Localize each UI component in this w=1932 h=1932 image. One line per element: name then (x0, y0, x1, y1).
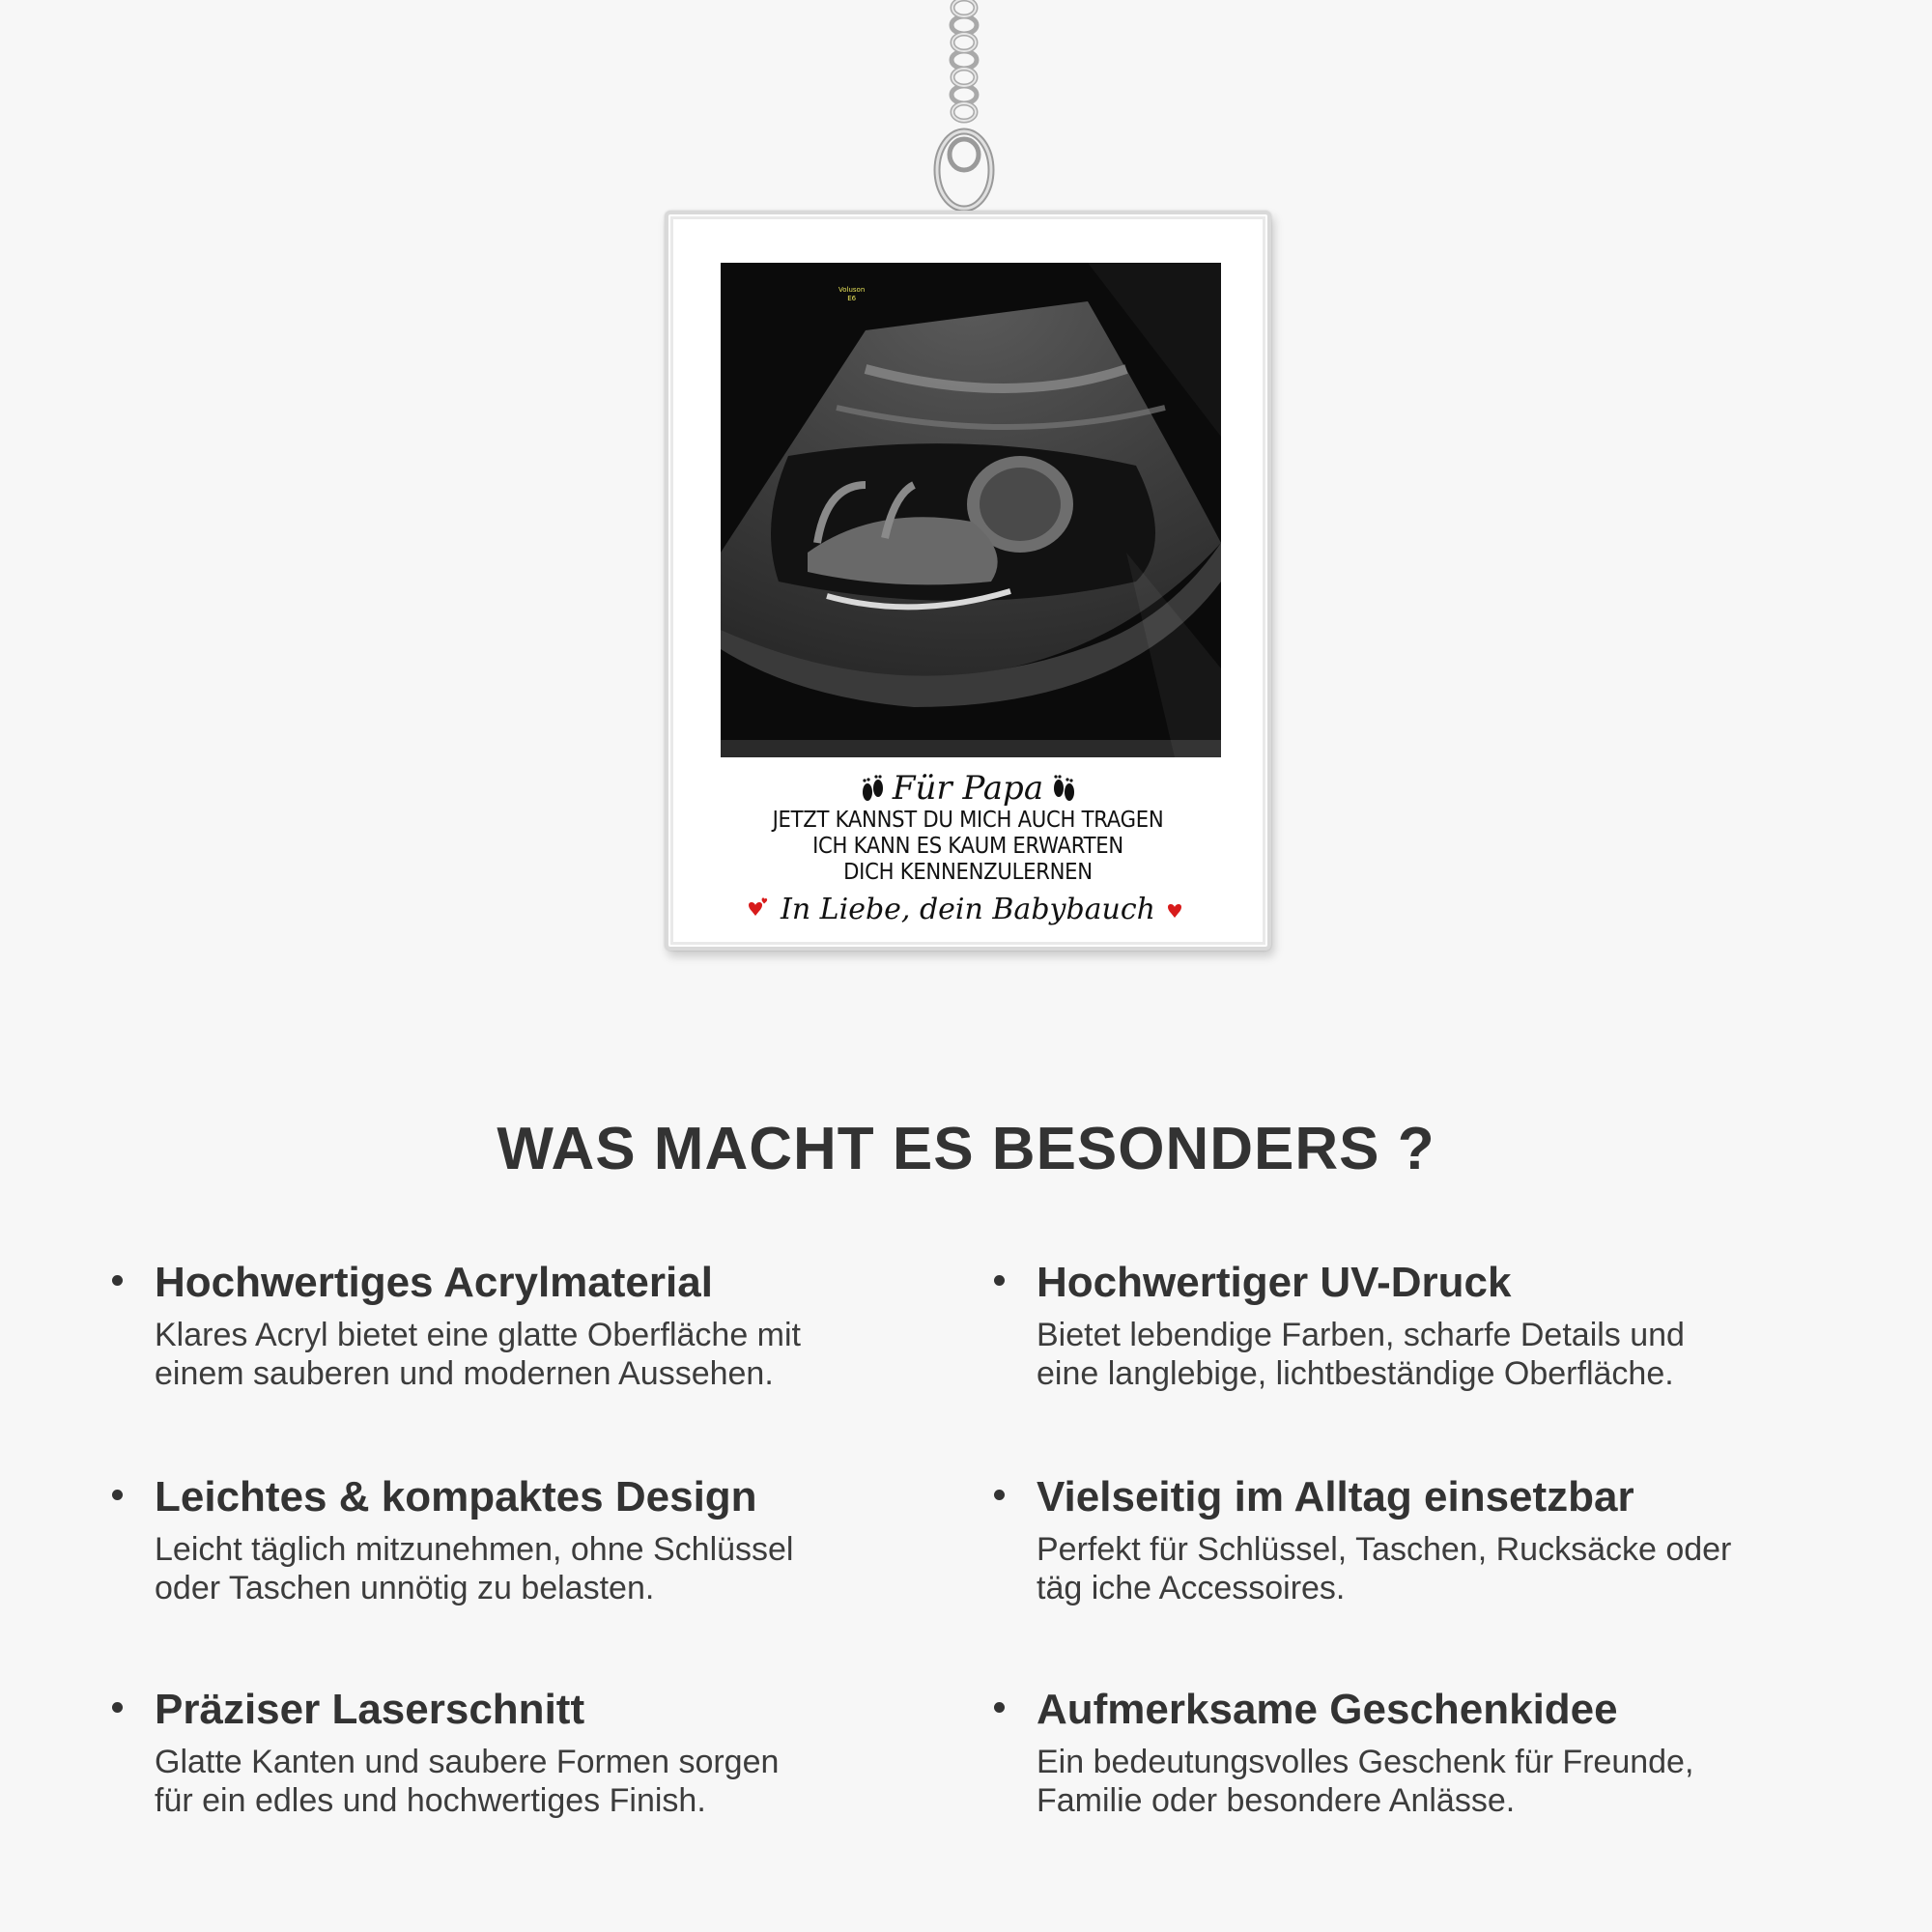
keychain-ring (931, 124, 997, 216)
ultrasound-photo (721, 263, 1221, 757)
feature-title: Präziser Laserschnitt (155, 1686, 585, 1733)
caption-signature (668, 890, 1267, 930)
acrylic-keychain (665, 211, 1271, 951)
caption-title (668, 769, 1267, 808)
feature-description: Ein bedeutungsvolles Geschenk für Freunde, Familie oder besondere Anlässe. (1037, 1744, 1694, 1819)
feature-description: Leicht täglich mitzunehmen, ohne Schlüssel oder Taschen unnötig zu belasten. (155, 1531, 794, 1606)
feature-item (1037, 1468, 1809, 1607)
feature-item (155, 1254, 927, 1393)
caption-line: JETZT KANNST DU MICH AUCH TRAGEN (772, 808, 1164, 833)
feature-description: Perfekt für Schlüssel, Taschen, Rucksäcke oder täg iche Accessoires. (1037, 1531, 1732, 1606)
caption-line: DICH KENNENZULERNEN (843, 860, 1093, 885)
baby-feet-icon (1051, 773, 1076, 804)
feature-item (1037, 1254, 1809, 1393)
feature-description: Klares Acryl bietet eine glatte Oberfläche mit einem sauberen und modernen Aussehen. (155, 1317, 801, 1392)
feature-description: Glatte Kanten und saubere Formen sorgen für ein edles und hochwertiges Finish. (155, 1744, 780, 1819)
caption-signature-text: In Liebe, dein Babybauch (780, 893, 1156, 926)
feature-item (155, 1468, 927, 1607)
feature-description: Bietet lebendige Farben, scharfe Details und eine langlebige, lichtbeständige Oberfläche. (1037, 1317, 1685, 1392)
feature-title: Aufmerksame Geschenkidee (1037, 1686, 1618, 1733)
heart-icon (1165, 895, 1190, 924)
feature-item (1037, 1681, 1809, 1820)
feature-title: Hochwertiges Acrylmaterial (155, 1259, 713, 1306)
bullet-icon (112, 1490, 123, 1500)
caption-title-text: Für Papa (892, 769, 1044, 808)
section-heading: WAS MACHT ES BESONDERS ? (497, 1116, 1435, 1182)
caption-line: ICH KANN ES KAUM ERWARTEN (812, 834, 1123, 859)
ultrasound-machine-label: Voluson E6 (838, 286, 866, 302)
feature-item (155, 1681, 927, 1820)
keychain-caption (668, 769, 1267, 930)
baby-feet-icon (860, 773, 885, 804)
feature-title: Vielseitig im Alltag einsetzbar (1037, 1473, 1634, 1520)
bullet-icon (112, 1702, 123, 1713)
bullet-icon (994, 1275, 1005, 1286)
heart-icon (746, 895, 771, 924)
keychain-chain (943, 0, 985, 128)
bullet-icon (112, 1275, 123, 1286)
feature-title: Leichtes & kompaktes Design (155, 1473, 757, 1520)
bullet-icon (994, 1702, 1005, 1713)
bullet-icon (994, 1490, 1005, 1500)
feature-title: Hochwertiger UV-Druck (1037, 1259, 1512, 1306)
